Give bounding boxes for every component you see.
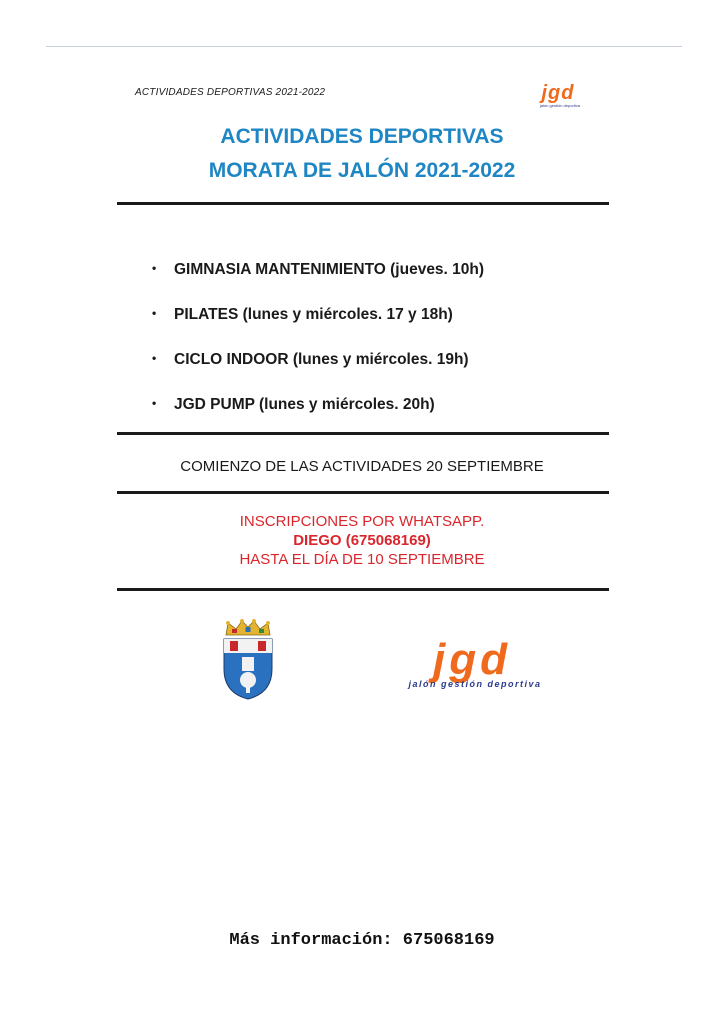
registration-contact: DIEGO (675068169) [293,532,431,549]
divider-registration [117,588,609,591]
list-item [152,348,484,393]
activity-list [152,258,484,438]
start-date-text: COMIENZO DE LAS ACTIVIDADES 20 SEPTIEMBRE [180,458,544,475]
registration-line1: INSCRIPCIONES POR WHATSAPP. [239,513,485,530]
top-divider [46,46,682,47]
list-item [152,303,484,348]
list-item [152,258,484,303]
page-title-line2: MORATA DE JALÓN 2021-2022 [208,159,516,182]
bullet: • [152,351,157,365]
registration-deadline: HASTA EL DÍA DE 10 SEPTIEMBRE [239,551,485,568]
activity-text: JGD PUMP (lunes y miércoles. 20h) [174,396,435,413]
more-info-text: Más información: 675068169 [229,931,495,950]
divider-activities [117,432,609,435]
bullet: • [152,396,157,410]
activity-text: PILATES (lunes y miércoles. 17 y 18h) [174,306,453,323]
municipal-crest-icon [218,617,278,701]
jgd-logo-tagline: jalón gestión deportiva [408,679,542,689]
divider-start [117,491,609,494]
jgd-logo-small-mark: jgd [541,82,575,104]
jgd-logo-small-tagline: jalón gestión deportiva [539,103,581,108]
activity-text: CICLO INDOOR (lunes y miércoles. 19h) [174,351,469,368]
divider-title [117,202,609,205]
jgd-logo [380,636,570,692]
jgd-logo-small [522,80,592,110]
activity-text: GIMNASIA MANTENIMIENTO (jueves. 10h) [174,261,485,278]
jgd-logo-mark: jgd [433,636,511,684]
page-title-line1: ACTIVIDADES DEPORTIVAS [220,125,504,148]
header-label: ACTIVIDADES DEPORTIVAS 2021-2022 [135,87,326,98]
bullet: • [152,261,157,275]
bullet: • [152,306,157,320]
